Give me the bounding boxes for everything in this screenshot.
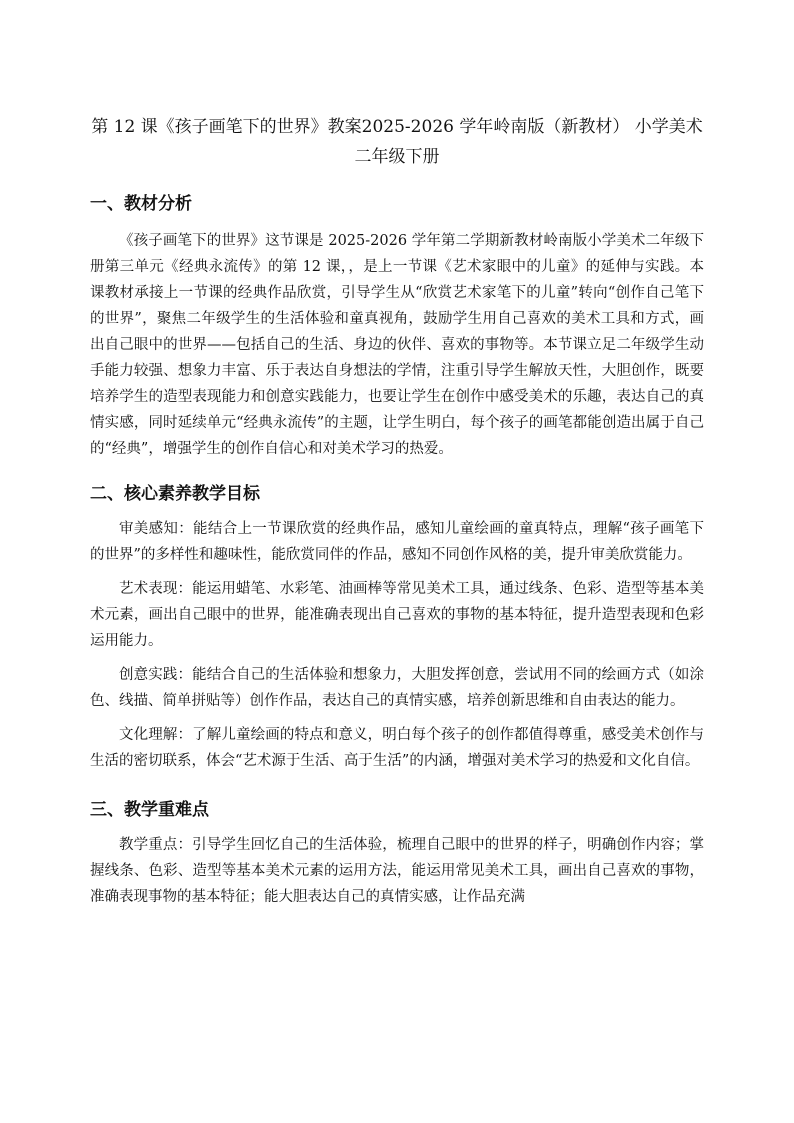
- document-page: [90, 112, 704, 910]
- section-heading-textbook-analysis: 一、教材分析: [90, 194, 192, 214]
- paragraph-artistic-expression: 艺术表现：能运用蜡笔、水彩笔、油画棒等常见美术工具，通过线条、色彩、造型等基本美术元素，画出自己眼中的世界，能准确表现出自己喜欢的事物的基本特征，提升造型表现和色彩运用能力。: [90, 581, 704, 649]
- paragraph-cultural-understanding: 文化理解：了解儿童绘画的特点和意义，明白每个孩子的创作都值得尊重，感受美术创作与生活的密切联系，体会“艺术源于生活、高于生活”的内涵，增强对美术学习的热爱和文化自信。: [90, 727, 704, 769]
- paragraph-textbook-analysis: 《孩子画笔下的世界》这节课是 2025-2026 学年第二学期新教材岭南版小学美术二年级下册第三单元《经典永流传》的第 12 课，，是上一节课《艺术家眼中的儿童》的延伸与实践。本课教材承接上一节课的经典作品欣赏，引导学生从“欣赏艺术家笔下的儿童”转向“创作自己笔下的世界”，聚焦二年级学生的生活体验和童真视角，鼓励学生用自己喜欢的美术工具和方式，画出自己眼中的世界——包括自己的生活、身边的伙伴、喜欢的事物等。本节课立足二年级学生动手能力较强、想象力丰富、乐于表达自身想法的学情，注重引导学生解放天性，大胆创作，既要培养学生的造型表现能力和创意实践能力，也要让学生在创作中感受美术的乐趣，表达自己的真情实感，同时延续单元“经典永流传”的主题，让学生明白，每个孩子的画笔都能创造出属于自己的“经典”，增强学生的创作自信心和对美术学习的热爱。: [90, 233, 704, 457]
- section-heading-teaching-goals: 二、核心素养教学目标: [90, 484, 260, 504]
- document-title: 第 12 课《孩子画笔下的世界》教案2025-2026 学年岭南版（新教材） 小学美术二年级下册: [91, 117, 703, 167]
- paragraph-teaching-focus: 教学重点：引导学生回忆自己的生活体验，梳理自己眼中的世界的样子，明确创作内容；掌握线条、色彩、造型等基本美术元素的运用方法，能运用常见美术工具，画出自己喜欢的事物，准确表现事物的基本特征；能大胆表达自己的真情实感，让作品充满: [90, 837, 704, 905]
- section-heading-key-difficulties: 三、教学重难点: [90, 800, 209, 820]
- paragraph-aesthetic-perception: 审美感知：能结合上一节课欣赏的经典作品，感知儿童绘画的童真特点，理解“孩子画笔下的世界”的多样性和趣味性，能欣赏同伴的作品，感知不同创作风格的美，提升审美欣赏能力。: [90, 521, 704, 563]
- paragraph-creative-practice: 创意实践：能结合自己的生活体验和想象力，大胆发挥创意，尝试用不同的绘画方式（如涂色、线描、简单拼贴等）创作作品，表达自己的真情实感，培养创新思维和自由表达的能力。: [90, 667, 704, 709]
